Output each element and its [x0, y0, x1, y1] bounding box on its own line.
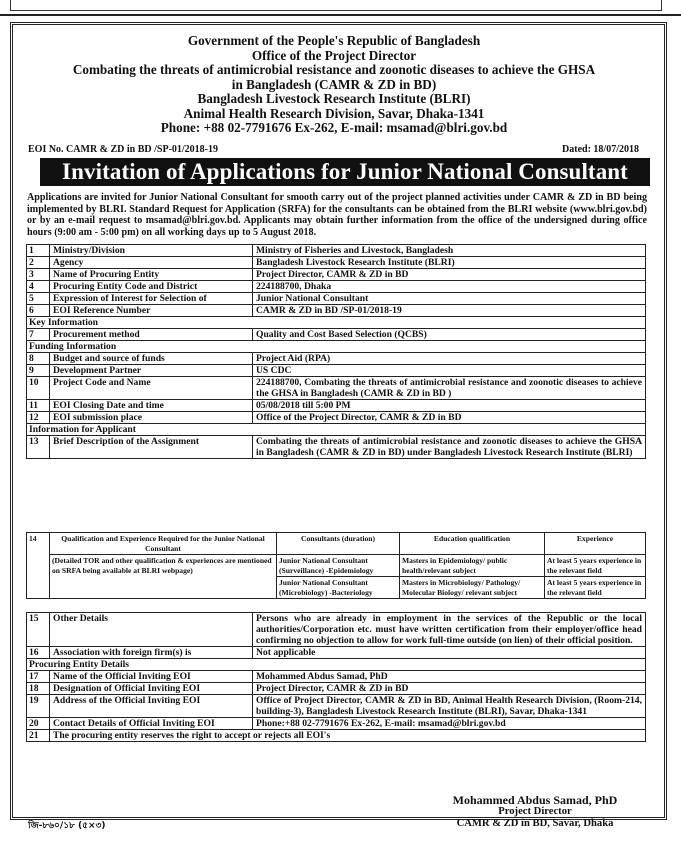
row-value: Project Director, CAMR & ZD in BD	[253, 269, 646, 281]
row-value: Office of Project Director, CAMR & ZD in BD, Animal Health Research Division, (Room-214, building-3), Bangladesh Livestock Research Institute (BLRI), Savar, Dhaka-1341	[253, 695, 646, 718]
row-label: Association with foreign firm(s) is	[50, 647, 253, 659]
table-row	[27, 377, 646, 400]
row-number: 7	[27, 329, 50, 341]
row-value: Phone:+88 02-7791676 Ex-262, E-mail: msamad@blri.gov.bd	[253, 718, 646, 730]
date: Dated: 18/07/2018	[562, 144, 639, 155]
procuring-details-table	[26, 612, 646, 742]
section-row	[27, 317, 646, 329]
table-row	[27, 293, 646, 305]
section-heading: Key Information	[27, 317, 646, 329]
intro-paragraph: Applications are invited for Junior National Consultant for smooth carry out of the project planned activities under CAMR & ZD in BD being implemented by BLRI. Standard Request for Application (SRFA) for the consultants can be obtained from the BLRI website (www.blri.gov.bd) or by an e-mail request to msamad@blri.gov.bd. Applicants may obtain further information from the office of the undersigned during office hours (9:00 am - 5:00 pm) on all working days up to 5 August 2018.	[27, 192, 647, 238]
table-row	[27, 683, 646, 695]
row-number: 16	[27, 647, 50, 659]
row-label: Development Partner	[50, 365, 253, 377]
eoi-number: EOI No. CAMR & ZD in BD /SP-01/2018-19	[28, 144, 219, 155]
row-label: Project Code and Name	[50, 377, 253, 400]
qualification-note: (Detailed TOR and other qualification & experiences are mentioned on SRFA being available at BLRI webpage)	[50, 555, 277, 599]
row-statement: The procuring entity reserves the right to accept or rejects all EOI's	[50, 730, 646, 742]
row-label: Name of Procuring Entity	[50, 269, 253, 281]
row-label: Expression of Interest for Selection of	[50, 293, 253, 305]
column-header-qualification: Qualification and Experience Required for the Junior National Consultant	[50, 533, 277, 555]
header-line-institute: Bangladesh Livestock Research Institute (BLRI)	[197, 91, 471, 106]
consultant-position: Junior National Consultant (Microbiology) -Bacteriology	[277, 577, 400, 599]
row-number: 5	[27, 293, 50, 305]
row-label: Contact Details of Official Inviting EOI	[50, 718, 253, 730]
row-label: Budget and source of funds	[50, 353, 253, 365]
section-heading: Funding Information	[27, 341, 646, 353]
table-row	[27, 353, 646, 365]
section-row	[27, 424, 646, 436]
table-row	[27, 647, 646, 659]
row-value: Project Aid (RPA)	[253, 353, 646, 365]
row-label: Name of the Official Inviting EOI	[50, 671, 253, 683]
row-label: Procuring Entity Code and District	[50, 281, 253, 293]
header-line-project-cont: in Bangladesh (CAMR & ZD in BD)	[231, 76, 437, 92]
education-qualification: Masters in Microbiology/ Pathology/ Molecular Biology/ relevant subject	[400, 577, 545, 599]
table-row	[27, 269, 646, 281]
table-row	[27, 365, 646, 377]
row-number: 20	[27, 718, 50, 730]
row-number: 9	[27, 365, 50, 377]
row-number: 18	[27, 683, 50, 695]
row-number: 21	[27, 730, 50, 742]
row-number: 2	[27, 257, 50, 269]
signature-block	[440, 794, 630, 830]
column-header-education: Education qualification	[400, 533, 545, 555]
column-header-consultants: Consultants (duration)	[277, 533, 400, 555]
row-number: 6	[27, 305, 50, 317]
row-value: 224188700, Dhaka	[253, 281, 646, 293]
section-row	[27, 659, 646, 671]
row-label: Procurement method	[50, 329, 253, 341]
header-line-division: Animal Health Research Division, Savar, Dhaka-1341	[183, 105, 485, 121]
row-number: 10	[27, 377, 50, 400]
row-label: EOI Reference Number	[50, 305, 253, 317]
row-label: Address of the Official Inviting EOI	[50, 695, 253, 718]
row-value: Ministry of Fisheries and Livestock, Bangladesh	[253, 245, 646, 257]
row-value: 05/08/2018 till 5:00 PM	[253, 400, 646, 412]
table-row	[27, 555, 646, 577]
row-label: Agency	[50, 257, 253, 269]
row-value: Project Director, CAMR & ZD in BD	[253, 683, 646, 695]
top-border	[0, 0, 681, 16]
table-row	[27, 305, 646, 317]
row-value: Persons who are already in employment in the services of the Republic or the local authorities/Corporation etc. must have written certification from their employer/office head confirming no objection to allow for work full-time outside (on lien) of their official position.	[253, 613, 646, 647]
section-heading: Information for Applicant	[27, 424, 646, 436]
row-value: Mohammed Abdus Samad, PhD	[253, 671, 646, 683]
table-row	[27, 695, 646, 718]
row-label: Designation of Official Inviting EOI	[50, 683, 253, 695]
table-row	[27, 245, 646, 257]
header-line-project: Combating the threats of antimicrobial resistance and zoonotic diseases to achieve the GHSA	[72, 62, 596, 77]
table-row	[27, 412, 646, 424]
header-line-government: Government of the People's Republic of Bangladesh	[187, 33, 481, 48]
row-value: Junior National Consultant	[253, 293, 646, 305]
qualification-table	[26, 532, 646, 599]
row-number: 1	[27, 245, 50, 257]
row-label: Ministry/Division	[50, 245, 253, 257]
signatory-designation: Project Director	[498, 806, 572, 817]
education-qualification: Masters in Epidemiology/ public health/relevant subject	[400, 555, 545, 577]
row-label: EOI Closing Date and time	[50, 400, 253, 412]
row-label: Other Details	[50, 613, 253, 647]
table-row	[27, 436, 646, 459]
row-number: 12	[27, 412, 50, 424]
qualification-header-row	[27, 533, 646, 555]
row-number: 3	[27, 269, 50, 281]
header-line-office: Office of the Project Director	[251, 47, 417, 63]
row-number: 19	[27, 695, 50, 718]
table-row	[27, 281, 646, 293]
table-row	[27, 718, 646, 730]
row-number: 13	[27, 436, 50, 459]
signatory-name: Mohammed Abdus Samad, PhD	[452, 793, 618, 807]
consultant-position: Junior National Consultant (Surveillance) -Epidemiology	[277, 555, 400, 577]
row-value: CAMR & ZD in BD /SP-01/2018-19	[253, 305, 646, 317]
row-number: 11	[27, 400, 50, 412]
letterhead	[14, 34, 654, 136]
section-heading: Procuring Entity Details	[27, 659, 646, 671]
eoi-details-table	[26, 244, 646, 459]
row-value: Bangladesh Livestock Research Institute (BLRI)	[253, 257, 646, 269]
table-row	[27, 257, 646, 269]
table-row	[27, 730, 646, 742]
row-label: EOI submission place	[50, 412, 253, 424]
experience-requirement: At least 5 years experience in the relevant field	[545, 577, 646, 599]
row-value: Quality and Cost Based Selection (QCBS)	[253, 329, 646, 341]
signatory-office: CAMR & ZD in BD, Savar, Dhaka	[456, 818, 614, 829]
header-line-contact: Phone: +88 02-7791676 Ex-262, E-mail: msamad@blri.gov.bd	[160, 120, 508, 135]
table-row	[27, 613, 646, 647]
row-value: Not applicable	[253, 647, 646, 659]
experience-requirement: At least 5 years experience in the relevant field	[545, 555, 646, 577]
row-number: 14	[27, 533, 50, 599]
table-row	[27, 671, 646, 683]
notice-title: Invitation of Applications for Junior National Consultant	[40, 158, 650, 186]
section-row	[27, 341, 646, 353]
row-number: 4	[27, 281, 50, 293]
row-value: 224188700, Combating the threats of antimicrobial resistance and zoonotic diseases to achieve the GHSA in Bangladesh (CAMR & ZD in BD )	[253, 377, 646, 400]
table-row	[27, 329, 646, 341]
column-header-experience: Experience	[545, 533, 646, 555]
row-value: Combating the threats of antimicrobial resistance and zoonotic diseases to achieve the GHSA in Bangladesh (CAMR & ZD in BD) under Bangladesh Livestock Research Institute (BLRI)	[253, 436, 646, 459]
row-label: Brief Description of the Assignment	[50, 436, 253, 459]
publication-reference: জি-৮৬০/১৮ (৫×৩)	[28, 821, 106, 831]
row-value: US CDC	[253, 365, 646, 377]
row-value: Office of the Project Director, CAMR & ZD in BD	[253, 412, 646, 424]
row-number: 15	[27, 613, 50, 647]
row-number: 8	[27, 353, 50, 365]
table-row	[27, 400, 646, 412]
row-number: 17	[27, 671, 50, 683]
